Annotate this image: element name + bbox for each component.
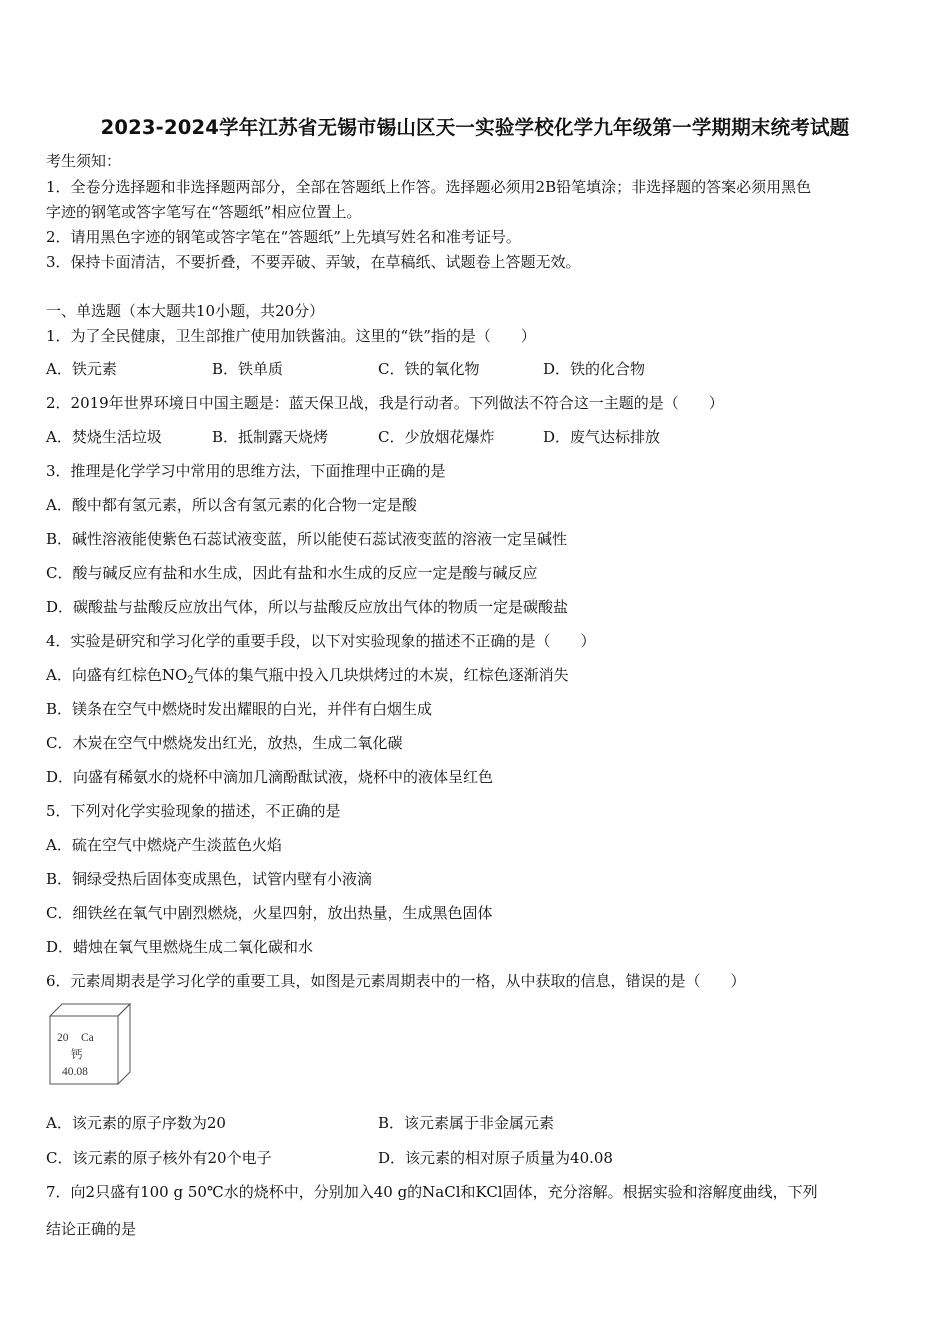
q3-option-a: A．酸中都有氢元素，所以含有氢元素的化合物一定是酸 [46,496,417,514]
q6-stem: 6．元素周期表是学习化学的重要工具，如图是元素周期表中的一格，从中获取的信息，错误的是（ ） [46,972,746,990]
q5-option-b: B．铜绿受热后固体变成黑色，试管内壁有小液滴 [46,870,373,888]
q3-stem: 3．推理是化学学习中常用的思维方法，下面推理中正确的是 [46,462,446,480]
q2-option-a: A．焚烧生活垃圾 [46,428,162,446]
q7-stem-line-2: 结论正确的是 [46,1220,137,1238]
q5-option-d: D．蜡烛在氧气里燃烧生成二氧化碳和水 [46,938,314,956]
element-name: 钙 [71,1049,83,1061]
notice-item-1-line-2: 字迹的钢笔或答字笔写在“答题纸”相应位置上。 [46,203,362,221]
q4-option-a-pre: A．向盛有红棕色NO [46,666,188,684]
q3-option-d: D．碳酸盐与盐酸反应放出气体，所以与盐酸反应放出气体的物质一定是碳酸盐 [46,598,569,616]
q1-option-a: A．铁元素 [46,360,117,378]
q1-stem: 1．为了全民健康，卫生部推广使用加铁酱油。这里的“铁”指的是（ ） [46,327,536,345]
q4-option-a [46,664,569,692]
q7-stem-line-1: 7．向2只盛有100 g 50℃水的烧杯中，分别加入40 g的NaCl和KCl固体，充分溶解。根据实验和溶解度曲线，下列 [46,1183,818,1201]
element-symbol: Ca [81,1032,94,1044]
q2-option-d: D．废气达标排放 [543,428,661,446]
q4-stem: 4．实验是研究和学习化学的重要手段，以下对实验现象的描述不正确的是（ ） [46,632,596,650]
q6-option-a: A．该元素的原子序数为20 [46,1114,226,1132]
q1-option-b: B．铁单质 [212,360,284,378]
q5-stem: 5．下列对化学实验现象的描述，不正确的是 [46,802,341,820]
q5-option-a: A．硫在空气中燃烧产生淡蓝色火焰 [46,836,282,854]
page-title: 2023-2024学年江苏省无锡市锡山区天一实验学校化学九年级第一学期期末统考试题 [100,116,850,139]
q3-option-b: B．碱性溶液能使紫色石蕊试液变蓝，所以能使石蕊试液变蓝的溶液一定呈碱性 [46,530,568,548]
q4-option-c: C．木炭在空气中燃烧发出红光，放热，生成二氧化碳 [46,734,403,752]
q1-option-d: D．铁的化合物 [543,360,646,378]
periodic-table-cell [46,1002,132,1086]
q1-option-c: C．铁的氧化物 [378,360,480,378]
q4-option-d: D．向盛有稀氨水的烧杯中滴加几滴酚酞试液，烧杯中的液体呈红色 [46,768,494,786]
notice-heading: 考生须知： [46,152,122,170]
q4-option-b: B．镁条在空气中燃烧时发出耀眼的白光，并伴有白烟生成 [46,700,433,718]
q6-option-c: C．该元素的原子核外有20个电子 [46,1149,272,1167]
q4-option-a-sub: 2 [187,675,194,686]
notice-item-1-line-1: 1．全卷分选择题和非选择题两部分，全部在答题纸上作答。选择题必须用2B铅笔填涂；非选择题的答案必须用黑色 [46,178,812,196]
q5-option-c: C．细铁丝在氧气中剧烈燃烧，火星四射，放出热量，生成黑色固体 [46,904,493,922]
q2-stem: 2．2019年世界环境日中国主题是：蓝天保卫战，我是行动者。下列做法不符合这一主题的是（ ） [46,394,724,412]
q4-option-a-post: 气体的集气瓶中投入几块烘烤过的木炭，红棕色逐渐消失 [193,666,569,684]
q6-option-d: D．该元素的相对原子质量为40.08 [378,1149,613,1167]
notice-item-3: 3．保持卡面清洁，不要折叠，不要弄破、弄皱，在草稿纸、试题卷上答题无效。 [46,253,581,271]
q2-option-b: B．抵制露天烧烤 [212,428,329,446]
element-mass: 40.08 [62,1066,88,1078]
q6-option-b: B．该元素属于非金属元素 [378,1114,555,1132]
q2-option-c: C．少放烟花爆炸 [378,428,495,446]
section-heading: 一、单选题（本大题共10小题，共20分） [46,302,325,320]
notice-item-2: 2．请用黑色字迹的钢笔或答字笔在“答题纸”上先填写姓名和准考证号。 [46,228,521,246]
element-number: 20 [57,1032,69,1044]
q3-option-c: C．酸与碱反应有盐和水生成，因此有盐和水生成的反应一定是酸与碱反应 [46,564,538,582]
